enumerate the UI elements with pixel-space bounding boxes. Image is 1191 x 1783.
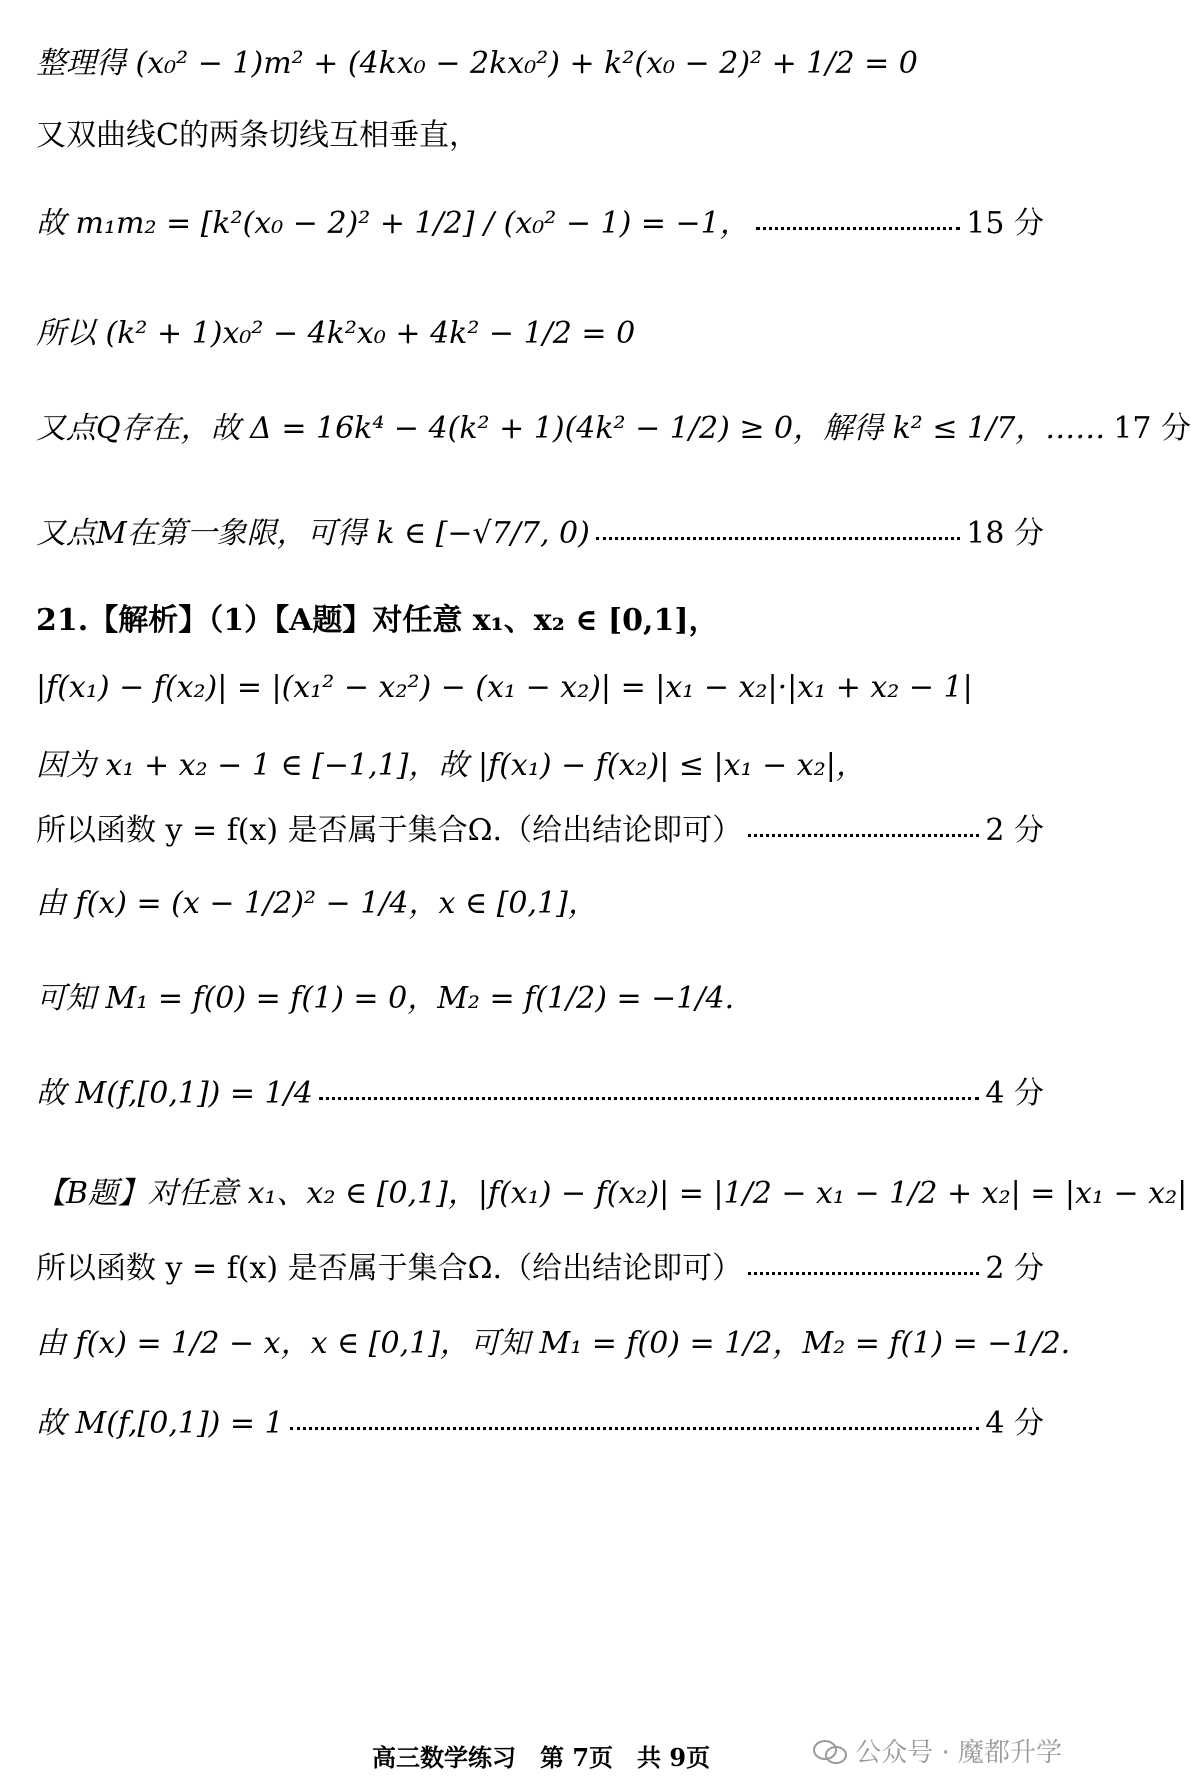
line-text: 21.【解析】（1）【A题】对任意 x₁、x₂ ∈ [0,1]， — [36, 603, 719, 638]
line-text: 因为 x₁ + x₂ − 1 ∈ [−1,1]，故 |f(x₁) − f(x₂)| ≤ |x₁ − x₂|， — [36, 748, 866, 783]
line-text: 所以函数 y = f(x) 是否属于集合Ω.（给出结论即可） — [36, 813, 743, 848]
score-label: 2 分 — [985, 1251, 1044, 1286]
line-text: 又点Q存在，故 Δ = 16k⁴ − 4(k² + 1)(4k² − 1/2) ≥ 0，解得 k² ≤ 1/7，…… — [36, 411, 1106, 446]
page-footer — [0, 1738, 1080, 1778]
score-label: 2 分 — [985, 813, 1044, 848]
dotted-leader — [596, 537, 960, 540]
score-label: 18 分 — [966, 516, 1044, 551]
dotted-leader — [319, 1097, 980, 1100]
equation-line-12 — [36, 965, 1044, 1025]
equation-line-8 — [36, 662, 1044, 712]
equation-line-11 — [36, 870, 1044, 930]
equation-line-13 — [36, 1060, 1044, 1120]
text-line-2 — [36, 110, 1044, 154]
line-text: 所以 (k² + 1)x₀² − 4k²x₀ + 4k² − 1/2 = 0 — [36, 316, 636, 351]
equation-line-9 — [36, 740, 1044, 784]
page-number-label: 高三数学练习 第 7页 共 9页 — [372, 1743, 711, 1772]
score-label: 17 分 — [1113, 411, 1191, 446]
conclusion-line-a — [36, 805, 1044, 849]
line-text: 由 f(x) = 1/2 − x，x ∈ [0,1]，可知 M₁ = f(0) = 1/2，M₂ = f(1) = −1/2. — [36, 1326, 1071, 1361]
line-text: 故 m₁m₂ = [k²(x₀ − 2)² + 1/2] / (x₀² − 1) = −1， — [36, 206, 750, 241]
line-text: 可知 M₁ = f(0) = f(1) = 0，M₂ = f(1/2) = −1/4. — [36, 981, 735, 1016]
line-text: 所以函数 y = f(x) 是否属于集合Ω.（给出结论即可） — [36, 1251, 743, 1286]
score-label: 15 分 — [966, 206, 1044, 241]
equation-line-6 — [36, 495, 1044, 565]
line-text: 故 M(f,[0,1]) = 1/4 — [36, 1076, 313, 1111]
line-text: 又双曲线C的两条切线互相垂直， — [36, 118, 479, 153]
equation-line-1 — [36, 30, 1044, 90]
equation-line-17 — [36, 1395, 1044, 1445]
line-text: 整理得 (x₀² − 1)m² + (4kx₀ − 2kx₀²) + k²(x₀ − 2)² + 1/2 = 0 — [36, 46, 918, 81]
dotted-leader — [748, 1272, 979, 1275]
line-text: |f(x₁) − f(x₂)| = |(x₁² − x₂²) − (x₁ − x₂)| = |x₁ − x₂|·|x₁ + x₂ − 1| — [36, 669, 973, 705]
b-problem-heading — [36, 1160, 1188, 1220]
dotted-leader — [748, 834, 979, 837]
dotted-leader — [290, 1427, 980, 1430]
score-label: 4 分 — [985, 1406, 1044, 1441]
conclusion-line-b — [36, 1243, 1044, 1287]
dotted-leader — [756, 227, 961, 230]
equation-line-16 — [36, 1310, 1071, 1370]
equation-line-3 — [36, 180, 1044, 260]
wechat-icon — [813, 1738, 847, 1764]
watermark — [813, 1732, 1062, 1769]
problem-21-heading — [36, 595, 1044, 639]
line-text: 【B题】对任意 x₁、x₂ ∈ [0,1]，|f(x₁) − f(x₂)| = |1/2 − x₁ − 1/2 + x₂| = |x₁ − x₂| — [36, 1176, 1188, 1211]
equation-line-5 — [36, 390, 1191, 460]
score-label: 4 分 — [985, 1076, 1044, 1111]
line-text: 由 f(x) = (x − 1/2)² − 1/4，x ∈ [0,1]， — [36, 886, 598, 921]
line-text: 故 M(f,[0,1]) = 1 — [36, 1406, 284, 1441]
line-text: 又点M在第一象限，可得 k ∈ [−√7/7, 0) — [36, 516, 590, 551]
watermark-text: 公众号 · 魔都升学 — [855, 1738, 1062, 1768]
equation-line-4 — [36, 300, 1044, 360]
